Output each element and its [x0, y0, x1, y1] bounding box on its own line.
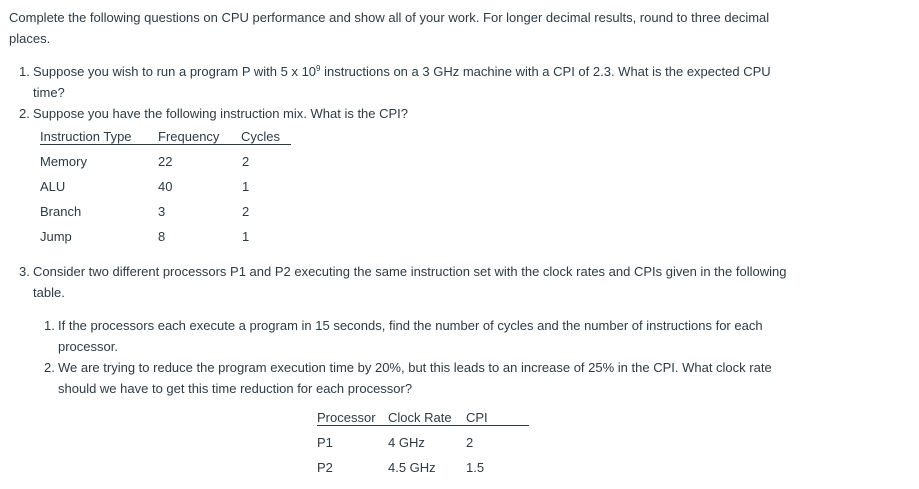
q3-header-underline [317, 425, 529, 426]
intro-line-2: places. [9, 31, 51, 46]
q2-cell-cycles: 2 [242, 154, 250, 169]
q1-line-2: time? [33, 85, 65, 100]
q1-exponent: 9 [316, 64, 321, 73]
q3-cell-processor: P1 [317, 435, 333, 450]
q2-cell-cycles: 2 [242, 204, 250, 219]
q2-text: Suppose you have the following instruction mix. What is the CPI? [33, 106, 409, 121]
q3-sub2-line-2: should we have to get this time reduction for each processor? [58, 381, 413, 396]
q3-header-cpi: CPI [466, 410, 488, 425]
q3-line-2: table. [33, 285, 65, 300]
q1-number: 1. [19, 64, 30, 79]
q1-part2: instructions on a 3 GHz machine with a CPI of 2.3. What is the expected CPU [320, 64, 771, 79]
intro-line-1: Complete the following questions on CPU performance and show all of your work. For longer decimal results, round to three decimal [9, 10, 770, 25]
q3-sub2-line-1: We are trying to reduce the program execution time by 20%, but this leads to an increase of 25% in the CPI. What clock rate [58, 360, 772, 375]
q2-cell-frequency: 40 [158, 179, 173, 194]
q3-cell-cpi: 2 [466, 435, 474, 450]
q2-cell-frequency: 3 [158, 204, 166, 219]
q1-text [33, 64, 771, 80]
q2-header-cycles: Cycles [241, 129, 281, 144]
q3-sub1-number: 1. [44, 318, 55, 333]
q3-cell-clock-rate: 4.5 GHz [388, 460, 436, 475]
q2-cell-frequency: 8 [158, 229, 166, 244]
q3-cell-processor: P2 [317, 460, 333, 475]
q3-line-1: Consider two different processors P1 and P2 executing the same instruction set with the clock rates and CPIs given in the following [33, 264, 787, 279]
q2-cell-frequency: 22 [158, 154, 173, 169]
q3-cell-clock-rate: 4 GHz [388, 435, 425, 450]
q2-header-instruction-type: Instruction Type [40, 129, 132, 144]
q2-cell-type: Branch [40, 204, 82, 219]
q3-cell-cpi: 1.5 [466, 460, 485, 475]
q3-header-clock-rate: Clock Rate [388, 410, 452, 425]
q2-header-underline [40, 144, 291, 145]
q2-number: 2. [19, 106, 30, 121]
q1-part1: Suppose you wish to run a program P with 5 x 10 [33, 64, 317, 79]
q2-cell-type: ALU [40, 179, 66, 194]
q2-cell-type: Memory [40, 154, 87, 169]
q3-sub2-number: 2. [44, 360, 55, 375]
q2-cell-cycles: 1 [242, 229, 250, 244]
q3-sub1-line-2: processor. [58, 339, 118, 354]
q3-header-processor: Processor [317, 410, 376, 425]
q2-cell-type: Jump [40, 229, 72, 244]
q3-sub1-line-1: If the processors each execute a program in 15 seconds, find the number of cycles and the number of instructions for each [58, 318, 763, 333]
q3-number: 3. [19, 264, 30, 279]
q2-header-frequency: Frequency [158, 129, 220, 144]
q2-cell-cycles: 1 [242, 179, 250, 194]
